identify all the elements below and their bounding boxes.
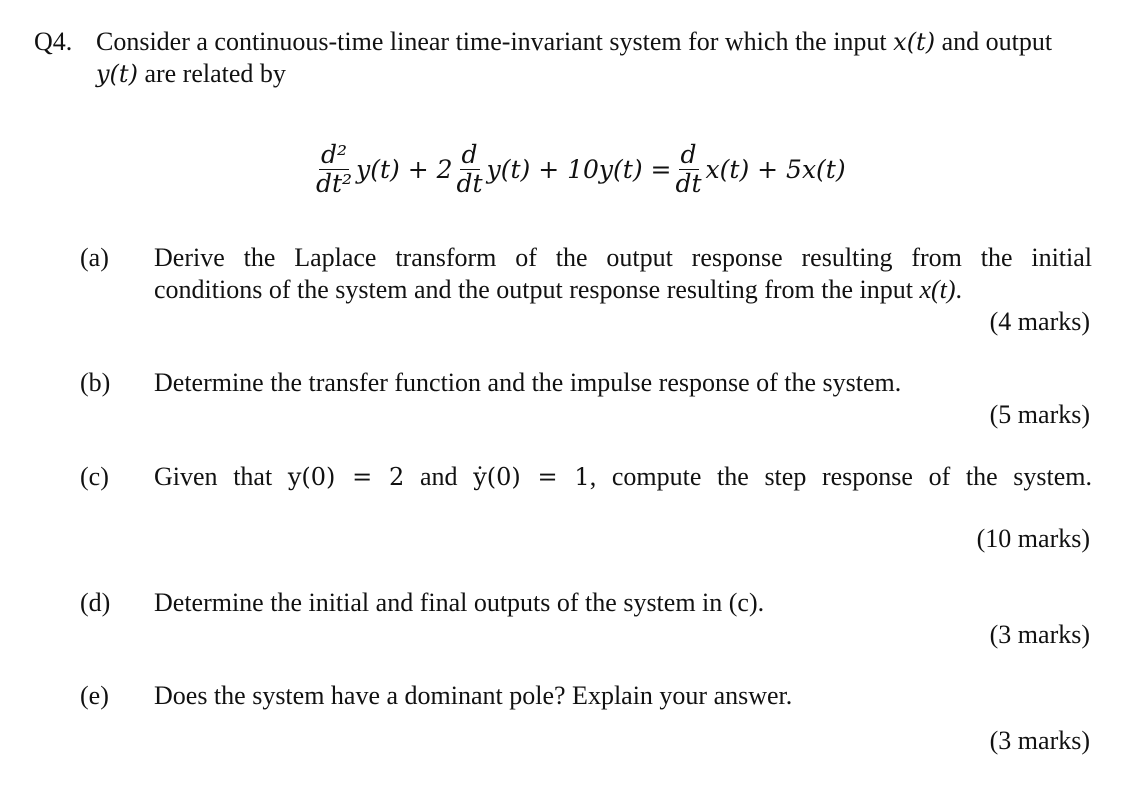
part-c-initial-condition-2: ẏ(0) = 1 — [473, 463, 590, 491]
part-a-input-symbol: x(t) — [919, 275, 956, 304]
intro-text-a: Consider a continuous-time linear time-invariant system for which the input — [96, 27, 887, 56]
part-c-initial-condition-1: y(0) = 2 — [287, 463, 405, 491]
part-e-label: (e) — [80, 681, 109, 710]
equation-term1: y(t) + 2 — [356, 154, 453, 184]
differential-equation — [312, 136, 846, 202]
part-c-label: (c) — [80, 462, 109, 491]
part-c-text — [154, 461, 1092, 493]
part-b-marks: (5 marks) — [989, 400, 1090, 429]
part-a-label: (a) — [80, 243, 109, 272]
part-d-label: (d) — [80, 588, 111, 617]
frac1-denominator: dt² — [316, 168, 353, 198]
part-a-marks: (4 marks) — [989, 307, 1090, 336]
frac3-numerator: d — [680, 139, 697, 169]
part-a-line1: Derive the Laplace transform of the output response resulting from the initial — [154, 243, 1092, 272]
frac3-denominator: dt — [675, 168, 702, 198]
frac2-denominator: dt — [456, 168, 483, 198]
part-c-text-c: , compute the step response of the system. — [589, 462, 1093, 491]
part-a-line2 — [154, 274, 962, 306]
part-d-marks: (3 marks) — [989, 620, 1090, 649]
part-c-text-a: Given that — [154, 462, 273, 491]
frac1-numerator: d² — [321, 139, 348, 169]
question-intro-line1 — [96, 26, 1052, 58]
part-b-label: (b) — [80, 368, 111, 397]
first-derivative-fraction — [455, 141, 485, 198]
intro-text-c: are related by — [144, 59, 286, 88]
part-c-text-b: and — [420, 462, 458, 491]
part-b-text: Determine the transfer function and the impulse response of the system. — [154, 368, 902, 397]
part-c-marks: (10 marks) — [976, 524, 1090, 553]
output-symbol: y(t) — [96, 60, 138, 88]
question-intro-line2 — [96, 58, 286, 90]
intro-text-b: and output — [941, 27, 1053, 56]
equation-term2: y(t) + 10y(t) = — [486, 154, 672, 184]
frac2-numerator: d — [461, 139, 478, 169]
input-symbol: x(t) — [893, 28, 936, 56]
equation-term3: x(t) + 5x(t) — [705, 154, 846, 184]
part-e-marks: (3 marks) — [989, 726, 1090, 755]
part-e-text: Does the system have a dominant pole? Explain your answer. — [154, 681, 793, 710]
part-d-text: Determine the initial and final outputs of the system in (c). — [154, 588, 765, 617]
second-derivative-fraction — [314, 141, 354, 198]
part-a-line2-text: conditions of the system and the output response resulting from the input — [154, 275, 913, 304]
input-derivative-fraction — [673, 141, 703, 198]
part-a-period: . — [955, 275, 963, 304]
question-number: Q4. — [34, 27, 73, 56]
